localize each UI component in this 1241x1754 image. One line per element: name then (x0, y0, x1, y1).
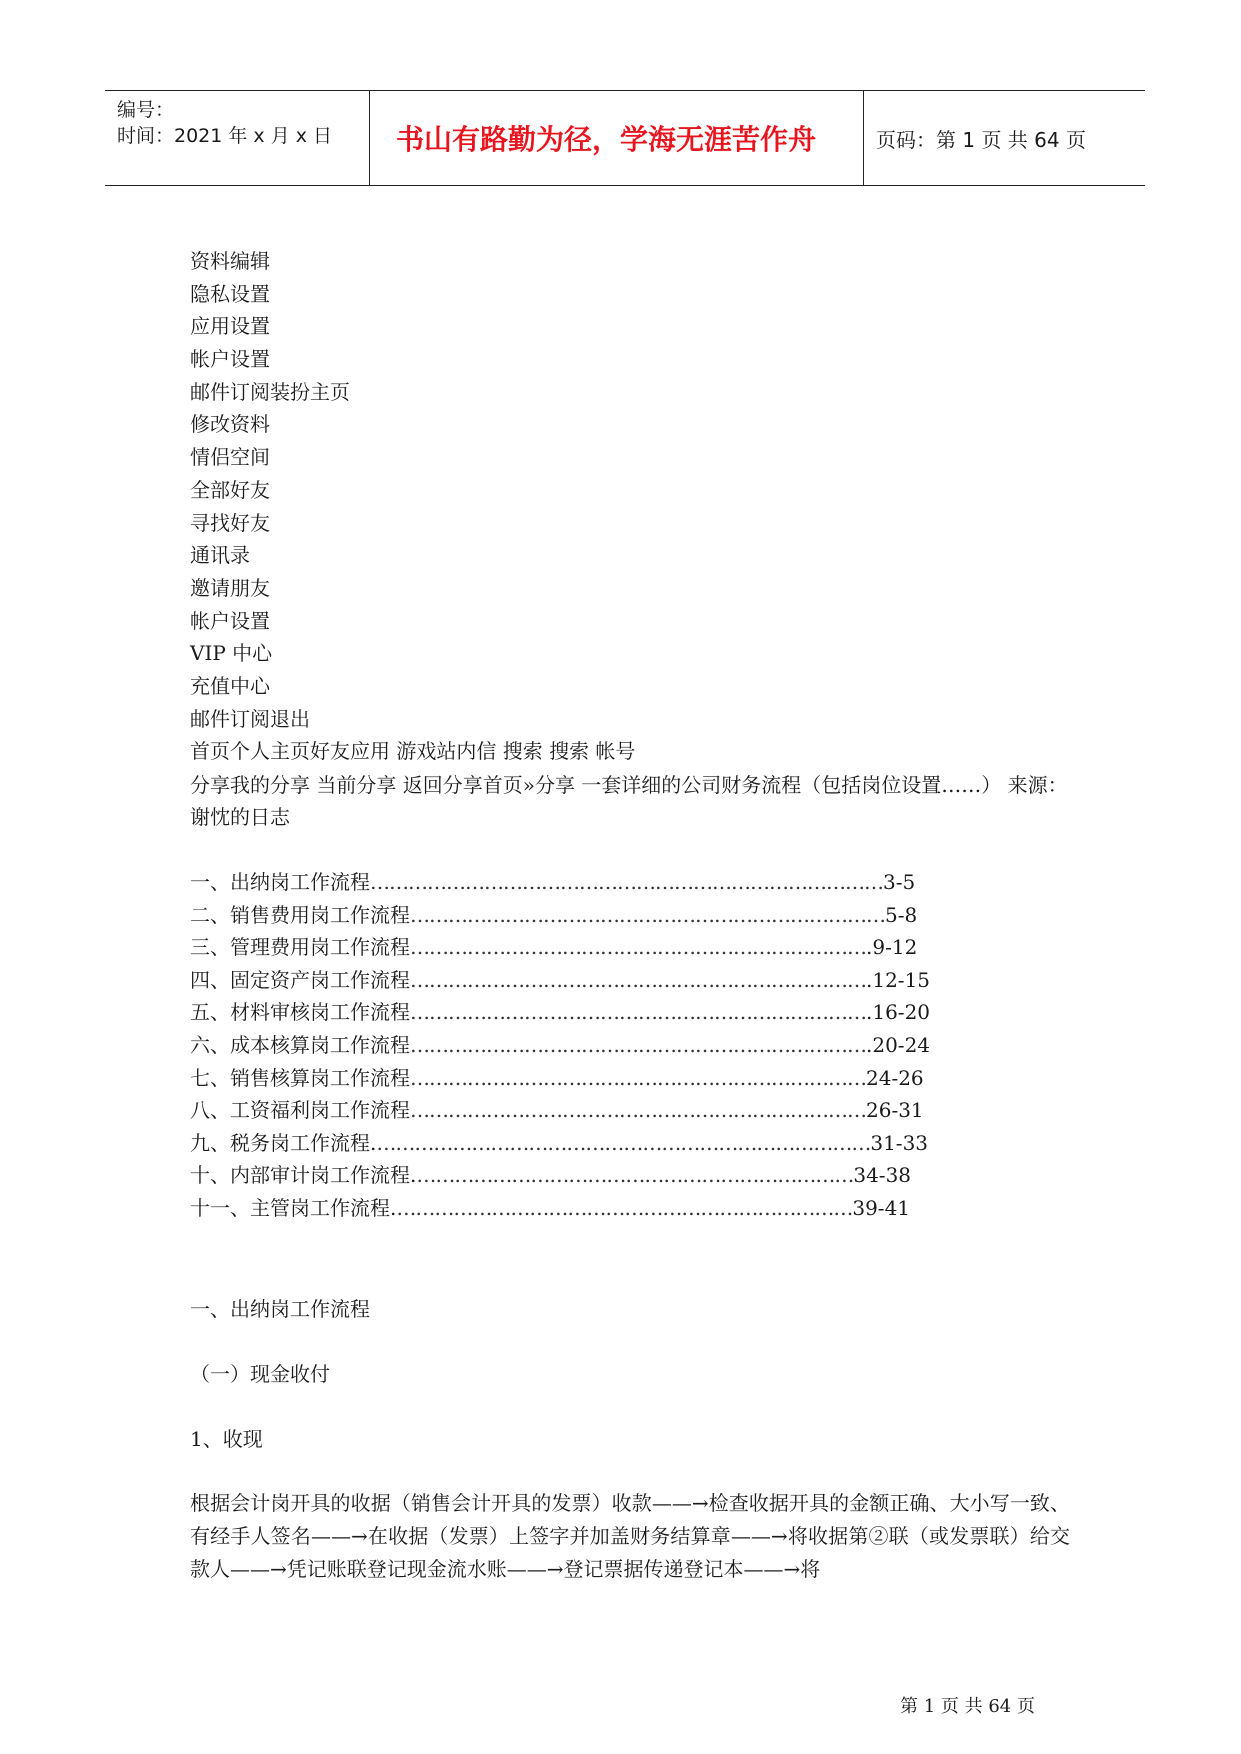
menu-item: 情侣空间 (190, 445, 270, 470)
toc-title: 二、销售费用岗工作流程 (190, 902, 410, 927)
toc-entry (190, 964, 930, 997)
menu-item: 帐户设置 (190, 608, 270, 633)
toc-title: 六、成本核算岗工作流程 (190, 1032, 410, 1057)
document-number-label: 编号： (117, 99, 175, 121)
toc-pages: .16-20 (866, 1000, 931, 1025)
body-paragraph: 根据会计岗开具的收据（销售会计开具的发票）收款——→检查收据开具的金额正确、大小写一致、有经手人签名——→在收据（发票）上签字并加盖财务结算章——→将收据第②联（或发票联）给交款人——→凭记账联登记现金流水账——→登记票据传递登记本——→将 (190, 1491, 1070, 1581)
page-footer: 第 1 页 共 64 页 (900, 1696, 1035, 1717)
motto-text: 书山有路勤为径，学海无涯苦作舟 (396, 123, 817, 156)
menu-item: 应用设置 (190, 314, 270, 339)
toc-leader: ……………………………………………………………… (410, 967, 866, 992)
toc-leader: ……………………………………………………………… (410, 1000, 866, 1025)
toc-leader: …………………………………………………………………… (376, 1130, 871, 1155)
toc-leader: ……………………………………………………………………… (370, 870, 883, 894)
toc-entry (190, 1192, 930, 1225)
toc-entry (190, 931, 930, 964)
document-time-label: 时间：2021 年 x 月 x 日 (117, 125, 333, 147)
toc-title: 四、固定资产岗工作流程 (190, 967, 410, 992)
toc-entry (190, 1159, 930, 1192)
toc-entry (190, 1094, 930, 1127)
page-info: 页码：第 1 页 共 64 页 (876, 128, 1086, 152)
nav-links-line: 首页个人主页好友应用 游戏站内信 搜索 搜索 帐号 (190, 739, 636, 764)
section-heading: 一、出纳岗工作流程 (190, 1297, 370, 1321)
menu-list (190, 245, 635, 768)
toc-pages: .9-12 (866, 935, 918, 960)
menu-item: 资料编辑 (190, 249, 270, 273)
toc-pages: 5-8 (885, 902, 918, 927)
header-page-cell (864, 91, 1145, 185)
menu-item: 帐户设置 (190, 347, 270, 372)
menu-item: 充值中心 (190, 673, 270, 698)
toc-leader: …………………………………………………………… (416, 1163, 854, 1188)
toc-title: 九、税务岗工作流程. (190, 1130, 377, 1155)
toc-pages: 24-26 (866, 1065, 924, 1090)
toc-leader: ……………………………………………………………… (410, 1032, 866, 1057)
header-info-cell (105, 91, 370, 185)
toc-entry (190, 866, 930, 899)
toc-pages: 34-38 (853, 1163, 912, 1188)
item-heading: 1、收现 (190, 1427, 263, 1451)
toc-leader: ……………………………………………………………… (396, 1195, 853, 1220)
toc-entry (190, 899, 930, 932)
toc-pages: 26-31 (866, 1098, 924, 1123)
toc-title: 七、销售核算岗工作流程 (190, 1065, 410, 1090)
menu-item: 寻找好友 (190, 510, 270, 535)
toc-pages: 3-5 (883, 870, 916, 894)
menu-item: 隐私设置 (190, 281, 270, 306)
document-header (105, 90, 1145, 186)
toc-entry (190, 996, 930, 1029)
toc-title: 三、管理费用岗工作流程 (190, 935, 410, 960)
toc-title: 八、工资福利岗工作流程 (190, 1098, 410, 1123)
menu-item: 修改资料 (190, 412, 270, 437)
toc-title: 五、材料审核岗工作流程 (190, 1000, 410, 1025)
menu-item: 邮件订阅退出 (190, 706, 310, 731)
share-line: 分享我的分享 当前分享 返回分享首页»分享 一套详细的公司财务流程（包括岗位设置……） 来源： 谢忱的日志 (190, 773, 1068, 829)
menu-item: 通讯录 (190, 543, 250, 568)
table-of-contents (190, 866, 930, 1225)
menu-item: 邀请朋友 (190, 575, 270, 600)
toc-pages: .20-24 (866, 1032, 931, 1057)
menu-item: 邮件订阅装扮主页 (190, 379, 350, 404)
toc-title: 一、出纳岗工作流程 (190, 870, 370, 894)
toc-leader: ……………………………………………………………… (410, 1065, 866, 1090)
toc-entry (190, 1062, 930, 1095)
toc-entry (190, 1029, 930, 1062)
header-motto-cell (370, 91, 864, 185)
toc-title: 十一、主管岗工作流程. (190, 1195, 397, 1220)
subsection-heading: （一）现金收付 (190, 1362, 330, 1386)
toc-leader: ……………………………………………………………… (410, 1098, 866, 1123)
toc-pages: 31-33 (870, 1130, 929, 1155)
toc-leader: ………………………………………………………………… (410, 902, 885, 927)
toc-title: 十、内部审计岗工作流程. (190, 1163, 417, 1188)
toc-leader: ……………………………………………………………… (410, 935, 866, 960)
toc-entry (190, 1127, 930, 1160)
toc-pages: .12-15 (866, 967, 931, 992)
toc-pages: 39-41 (852, 1195, 911, 1220)
menu-item: VIP 中心 (190, 641, 273, 666)
menu-item: 全部好友 (190, 477, 270, 502)
